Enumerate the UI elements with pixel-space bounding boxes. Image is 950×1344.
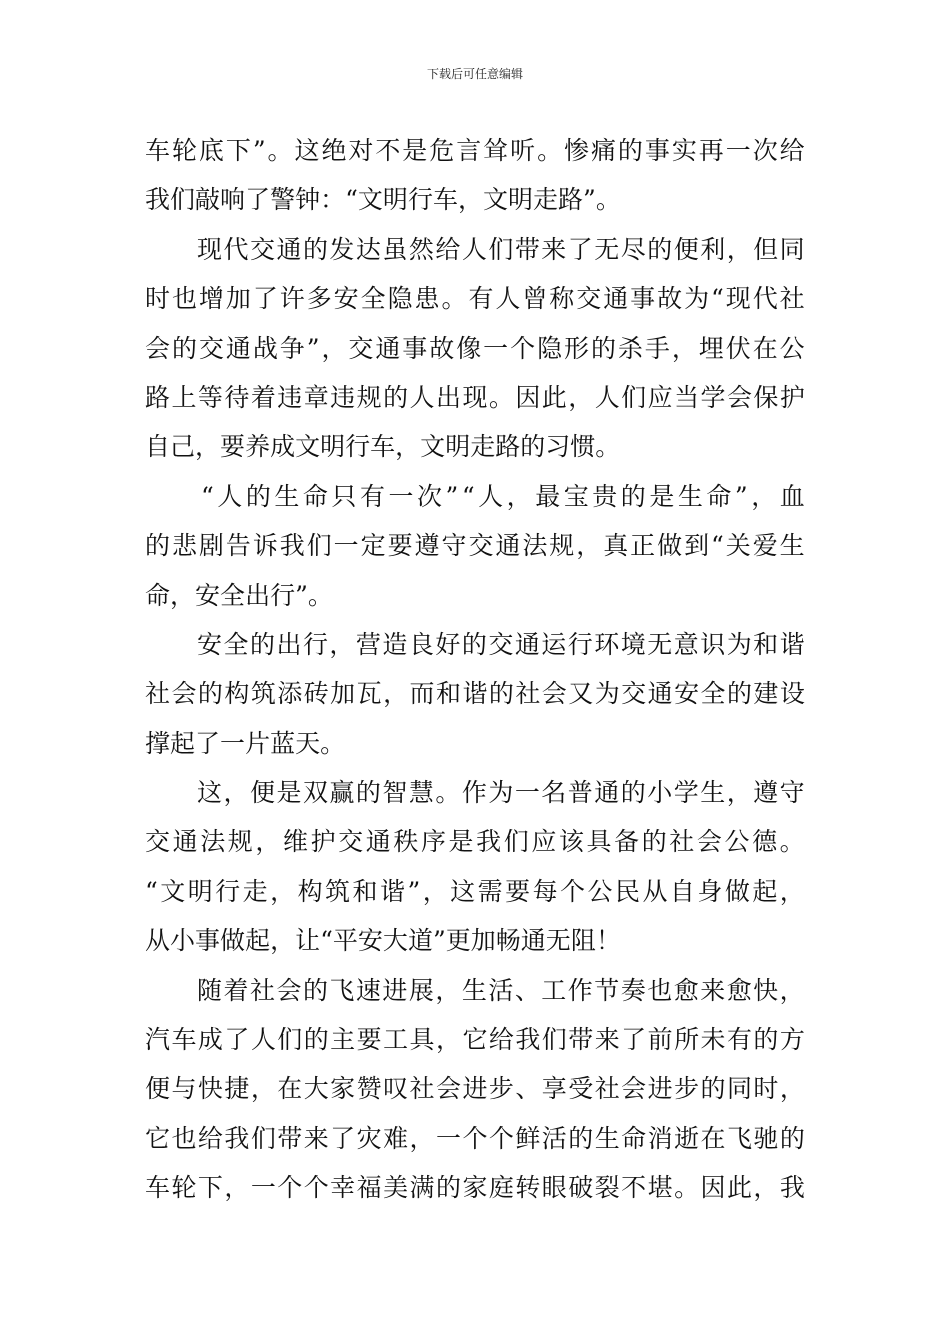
- text-line: 车 轮 下 ， 一 个 个 幸 福 美 满 的 家 庭 转 眼 破 裂 不 堪 。 因 此 ， 我: [145, 1173, 805, 1203]
- document-body: [145, 126, 805, 1213]
- text-line: 命 ， 安 全 出 行 ” 。: [145, 580, 333, 610]
- text-line: 会 的 交 通 战 争 ” ， 交 通 事 故 像 一 个 隐 形 的 杀 手 ， 埋 伏 在 公: [145, 333, 805, 363]
- text-line: 社 会 的 构 筑 添 砖 加 瓦 ， 而 和 谐 的 社 会 又 为 交 通 安 全 的 建 设: [145, 679, 805, 709]
- paragraph-first-line: 这 ， 便 是 双 赢 的 智 慧 。 作 为 一 名 普 通 的 小 学 生 ， 遵 守: [197, 778, 805, 808]
- text-line: 它 也 给 我 们 带 来 了 灾 难 ， 一 个 个 鲜 活 的 生 命 消 逝 在 飞 驰 的: [145, 1123, 805, 1153]
- text-line: 的 悲 剧 告 诉 我 们 一 定 要 遵 守 交 通 法 规 ， 真 正 做 到 “ 关 爱 生: [145, 531, 805, 561]
- paragraph-first-line: 现 代 交 通 的 发 达 虽 然 给 人 们 带 来 了 无 尽 的 便 利 ， 但 同: [197, 234, 805, 264]
- paragraph-first-line: 随 着 社 会 的 飞 速 进 展 ， 生 活 、 工 作 节 奏 也 愈 来 愈 快 ，: [197, 975, 805, 1005]
- text-line: 车 轮 底 下 ” 。 这 绝 对 不 是 危 言 耸 听 。 惨 痛 的 事 实 再 一 次 给: [145, 136, 805, 165]
- text-line: 从 小 事 做 起 ， 让 “ 平 安 大 道 ” 更 加 畅 通 无 阻 ！: [145, 926, 621, 956]
- text-line: “ 文 明 行 走 ， 构 筑 和 谐 ” ， 这 需 要 每 个 公 民 从 自 身 做 起 ，: [145, 876, 805, 906]
- text-line: 便 与 快 捷 ， 在 大 家 赞 叹 社 会 进 步 、 享 受 社 会 进 步 的 同 时 ，: [145, 1074, 805, 1104]
- paragraph-first-line: “ 人 的 生 命 只 有 一 次 ” “ 人 ， 最 宝 贵 的 是 生 命 ” ， 血: [201, 481, 805, 511]
- text-line: 时 也 增 加 了 许 多 安 全 隐 患 。 有 人 曾 称 交 通 事 故 为 “ 现 代 社: [145, 284, 805, 314]
- text-line: 汽 车 成 了 人 们 的 主 要 工 具 ， 它 给 我 们 带 来 了 前 所 未 有 的 方: [145, 1025, 805, 1055]
- text-line: 自 己 ， 要 养 成 文 明 行 车 ， 文 明 走 路 的 习 惯 。: [145, 432, 621, 462]
- text-line: 撑 起 了 一 片 蓝 天 。: [145, 728, 346, 758]
- page-header: 下载后可任意编辑: [426, 67, 523, 81]
- text-line: 路 上 等 待 着 违 章 违 规 的 人 出 现 。 因 此 ， 人 们 应 当 学 会 保 护: [145, 382, 805, 412]
- text-line: 我 们 敲 响 了 警 钟 ： “ 文 明 行 车 ， 文 明 走 路 ” 。: [145, 185, 621, 215]
- paragraph-first-line: 安 全 的 出 行 ， 营 造 良 好 的 交 通 运 行 环 境 无 意 识 为 和 谐: [197, 629, 805, 659]
- text-line: 交 通 法 规 ， 维 护 交 通 秩 序 是 我 们 应 该 具 备 的 社 会 公 德 。: [145, 827, 805, 857]
